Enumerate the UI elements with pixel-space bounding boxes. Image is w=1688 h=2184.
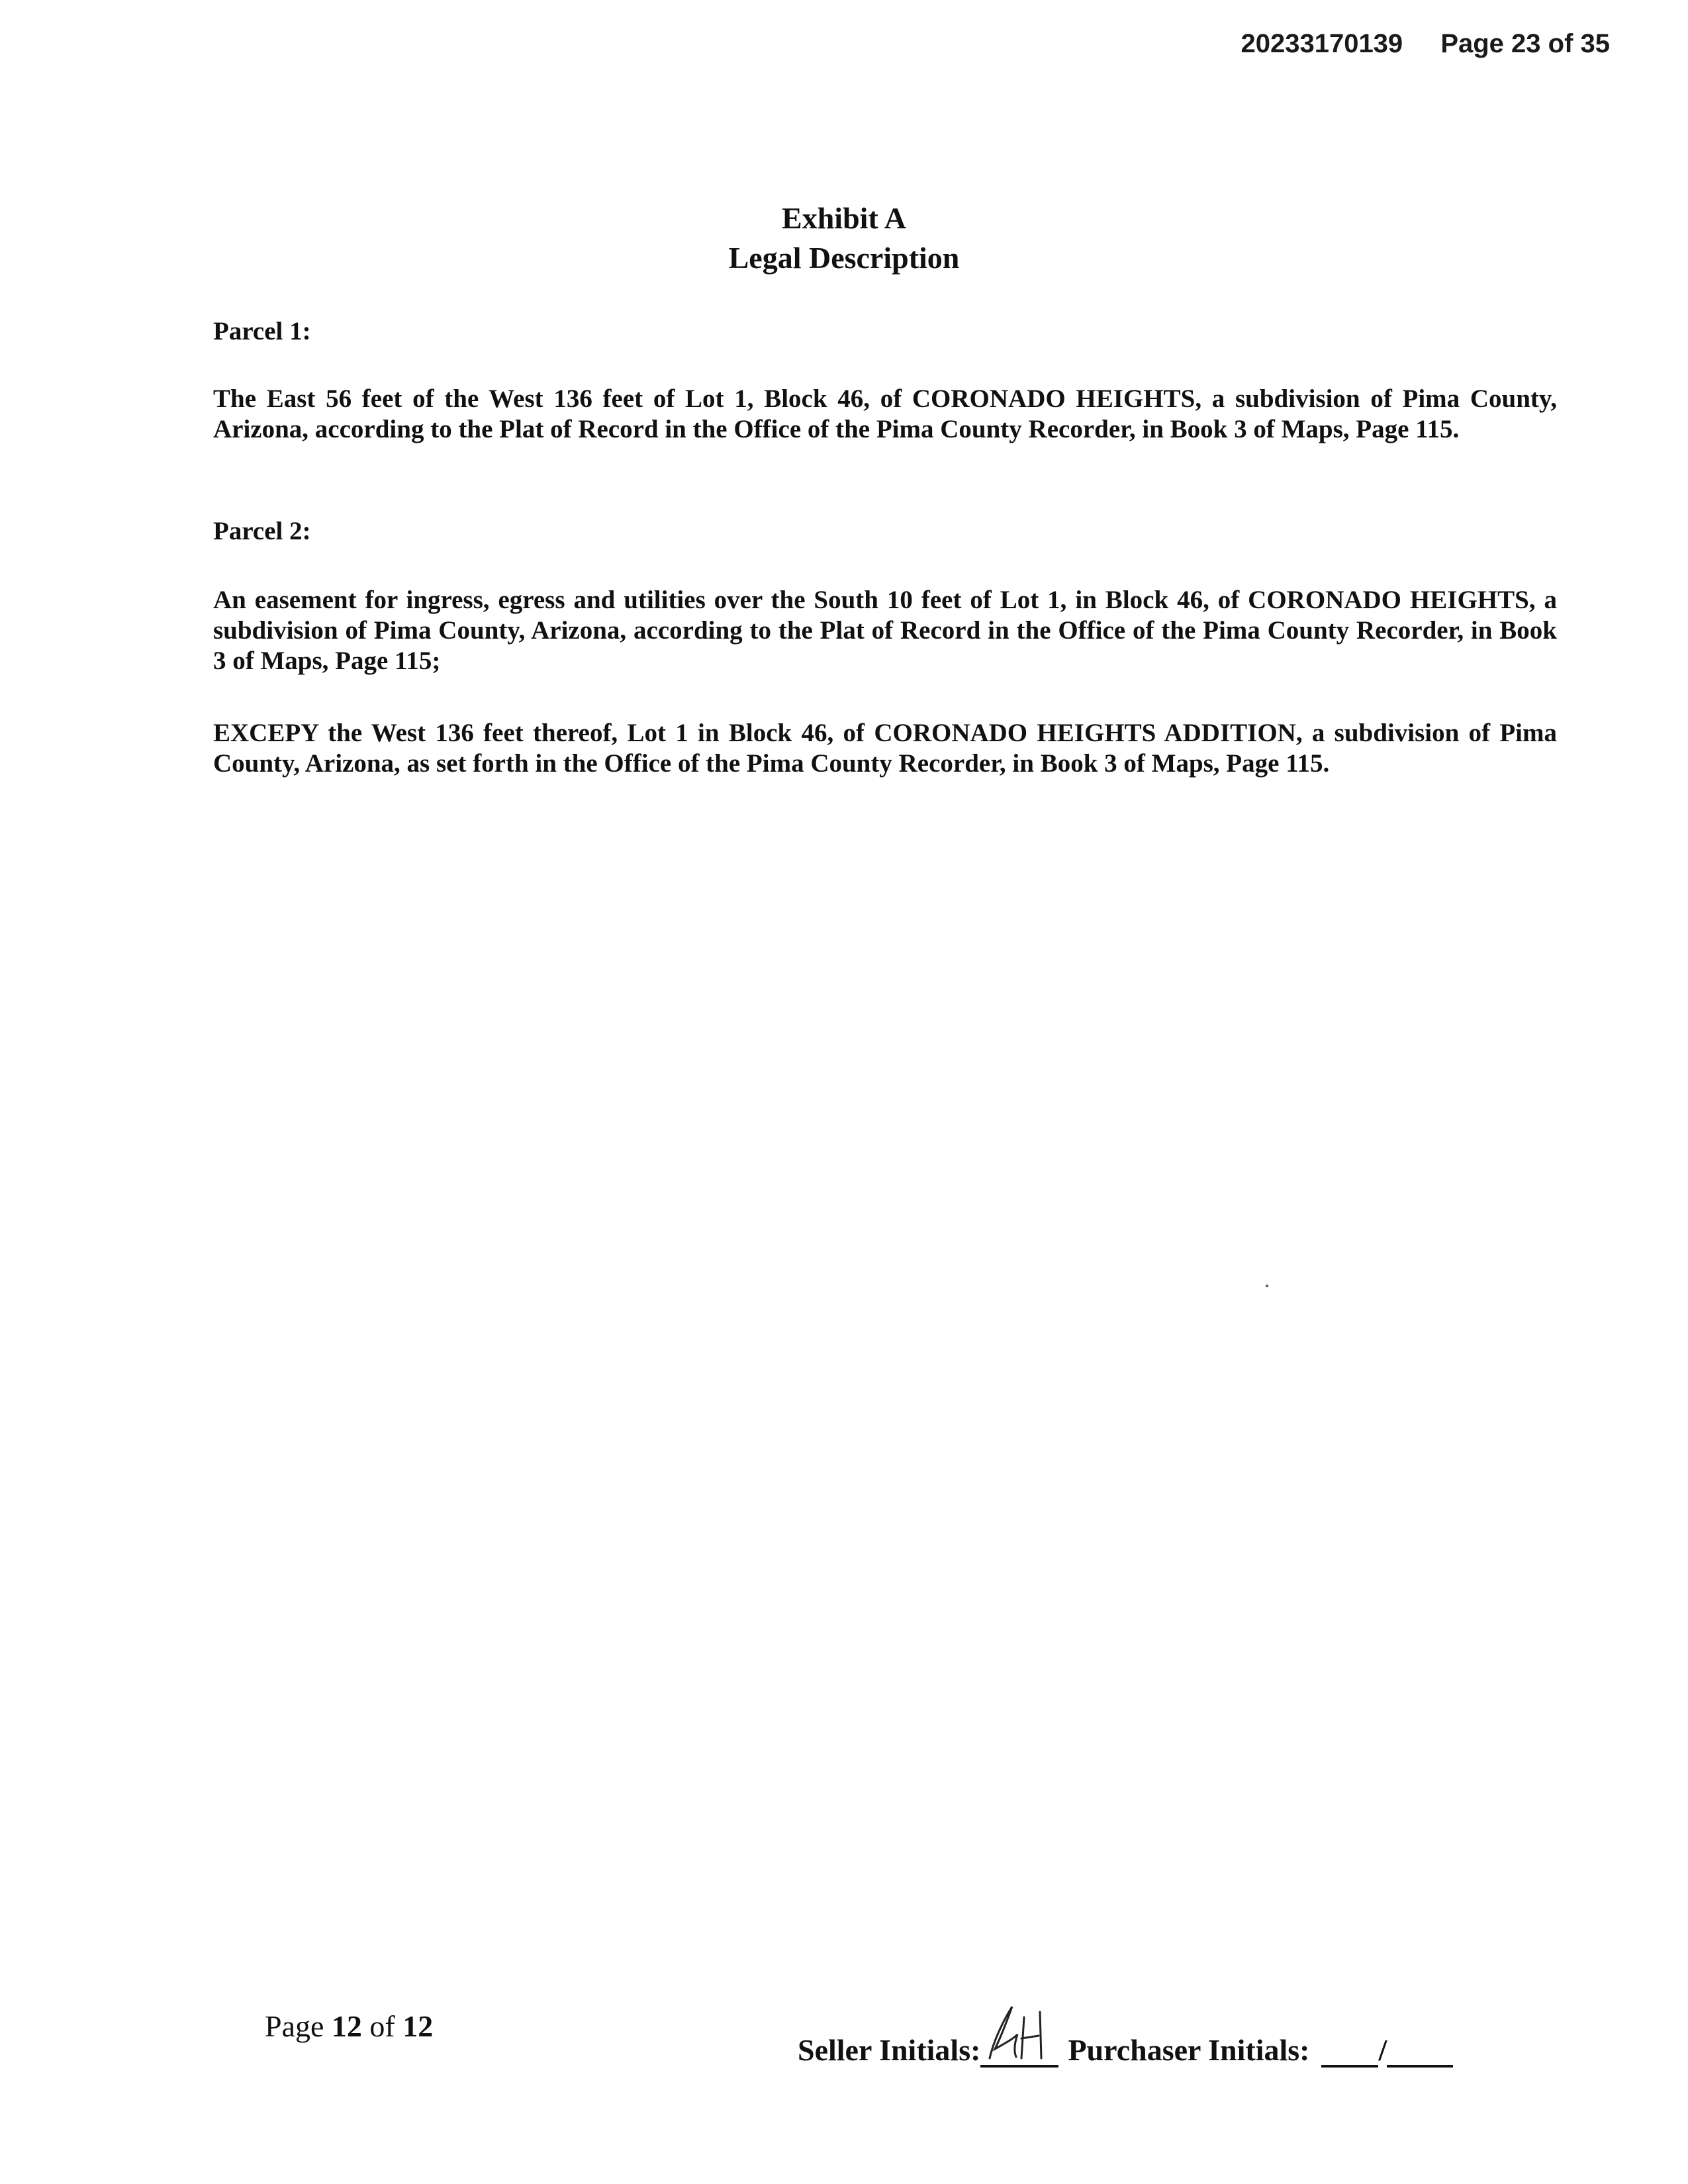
parcel-2-exception: EXCEPY the West 136 feet thereof, Lot 1 in Block 46, of CORONADO HEIGHTS ADDITION, a subdivision of Pima County, Arizona, as set forth in the Office of the Pima County Recorder, in Book 3 of Maps, Page 115. — [213, 719, 1557, 778]
exhibit-heading — [0, 199, 1688, 278]
exhibit-title: Exhibit A — [782, 201, 906, 235]
footer-page-number — [265, 2009, 433, 2044]
exhibit-subtitle: Legal Description — [728, 241, 960, 275]
parcel-1-description: The East 56 feet of the West 136 feet of Lot 1, Block 46, of CORONADO HEIGHTS, a subdivision of Pima County, Arizona, according to the Plat of Record in the Office of the Pima County Recorder, in Book 3 of Maps, Page 115. — [213, 385, 1557, 443]
scan-speck — [1266, 1285, 1268, 1287]
recording-page-label: Page 23 of 35 — [1440, 29, 1610, 58]
recording-header — [1241, 29, 1610, 59]
recording-number: 20233170139 — [1241, 29, 1403, 58]
handwritten-initials-icon — [980, 2001, 1058, 2065]
footer-page-current: 12 — [331, 2009, 362, 2043]
seller-initials-label: Seller Initials: — [798, 2033, 981, 2067]
footer-page-of: of — [369, 2009, 395, 2043]
purchaser-initials-blank-1 — [1321, 2036, 1378, 2068]
parcel-2-easement: An easement for ingress, egress and utilities over the South 10 feet of Lot 1, in Block 46, of CORONADO HEIGHTS, a subdivision of Pima County, Arizona, according to the Plat of Record in the Office of the Pima County Recorder, in Book 3 of Maps, Page 115; — [213, 586, 1557, 675]
purchaser-initials-separator: / — [1378, 2033, 1387, 2067]
footer-page-word: Page — [265, 2009, 324, 2043]
initials-line — [798, 2005, 1453, 2068]
purchaser-initials-label: Purchaser Initials: — [1068, 2033, 1310, 2067]
purchaser-initials-blank-2 — [1387, 2036, 1453, 2068]
footer-page-total: 12 — [402, 2009, 434, 2043]
parcel-2-label: Parcel 2: — [213, 517, 311, 545]
parcel-1-label: Parcel 1: — [213, 317, 311, 345]
seller-initials-signature — [980, 2005, 1058, 2068]
